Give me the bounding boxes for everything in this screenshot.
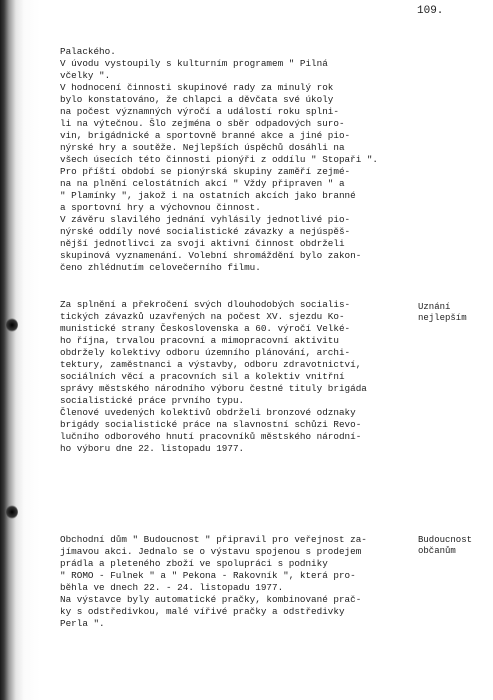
margin-note-line: nejlepším [418, 313, 467, 323]
text-line: správy městského národního výboru čestné tituly brigáda [60, 383, 367, 394]
text-line: ho října, trvalou pracovní a mimopracovní aktivitu [60, 335, 339, 346]
text-line: V hodnocení činnosti skupinové rady za minulý rok [60, 82, 334, 93]
text-line: li na výtečnou. Šlo zejména o sběr odpadových suro- [60, 118, 345, 129]
text-line: na na plnění celostátních akcí " Vždy připraven " a [60, 178, 345, 189]
text-line: brigády socialistické práce na slavnostní schůzi Revo- [60, 419, 362, 430]
text-line: prádla a pleteného zboží ve spolupráci s podniky [60, 558, 328, 569]
text-line: na počest významných výročí a událostí roku splni- [60, 106, 339, 117]
text-line: " ROMO - Fulnek " a " Pekona - Rakovník ", která pro- [60, 570, 356, 581]
text-line: V závěru slavilého jednání vyhlásily jednotlivé pio- [60, 214, 351, 225]
text-line: Pro příští období se pionýrská skupiny zaměří zejmé- [60, 166, 351, 177]
binder-hole-top [6, 318, 18, 332]
margin-note-line: Budoucnost [418, 535, 473, 545]
text-line: nýrské oddíly nové socialistické závazky a nejúspěš- [60, 226, 351, 237]
text-line: Obchodní dům " Budoucnost " připravil pro veřejnost za- [60, 534, 367, 545]
margin-note-line: Uznání [418, 302, 451, 312]
text-line: Členové uvedených kolektivů obdrželi bronzové odznaky [60, 407, 356, 418]
text-line: obdržely kolektivy odboru územního plánování, archi- [60, 347, 351, 358]
margin-note [418, 535, 472, 557]
text-line: Za splnění a překročení svých dlouhodobých socialis- [60, 299, 351, 310]
text-line: včelky ". [60, 70, 111, 81]
text-line: vin, brigádnické a sportovně branné akce a jiné pio- [60, 130, 351, 141]
text-line: " Plamínky ", jakož i na ostatních akcích jako branné [60, 190, 356, 201]
text-line: a sportovní hry a výchovnou činnost. [60, 202, 261, 213]
text-line: nýrské hry a soutěže. Nejlepších úspěchů dosáhli na [60, 142, 345, 153]
text-line: lučního odborového hnutí pracovníků městského národní- [60, 431, 362, 442]
text-line: ho výboru dne 22. listopadu 1977. [60, 443, 245, 454]
text-line: tektury, zaměstnanci a výstavby, odboru zdravotnictví, [60, 359, 362, 370]
text-line: sociálních věcí a pracovních sil a kolektiv vnitřní [60, 371, 345, 382]
text-line: Perla ". [60, 618, 105, 629]
text-line: nější jednotlivci za svoji aktivní činnost obdrželi [60, 238, 345, 249]
text-line: běhla ve dnech 22. - 24. listopadu 1977. [60, 582, 284, 593]
text-line: skupinová vyznamenání. Volební shromáždění bylo zakon- [60, 250, 362, 261]
text-line: ky s odstředivkou, malé vířivé pračky a odstředivky [60, 606, 345, 617]
text-line: bylo konstatováno, že chlapci a děvčata své úkoly [60, 94, 334, 105]
text-line: V úvodu vystoupily s kulturním programem " Pilná [60, 58, 328, 69]
text-line: Na výstavce byly automatické pračky, kombinované prač- [60, 594, 362, 605]
binder-hole-bottom [6, 505, 18, 519]
text-line: jímavou akci. Jednalo se o výstavu spojenou s prodejem [60, 546, 362, 557]
text-line: socialistické práce prvního typu. [60, 395, 245, 406]
margin-note-line: občanům [418, 546, 456, 556]
text-line: tických závazků uzavřených na počest XV. sjezdu Ko- [60, 311, 345, 322]
text-line: munistické strany Československa a 60. výročí Velké- [60, 323, 351, 334]
text-line: Palackého. [60, 46, 116, 57]
page-number: 109. [417, 5, 444, 17]
margin-note [418, 302, 467, 324]
text-line: čeno zhlédnutím celovečerního filmu. [60, 262, 261, 273]
text-line: všech úsecích této činnosti pionýři z oddílu " Stopaři ". [60, 154, 379, 165]
